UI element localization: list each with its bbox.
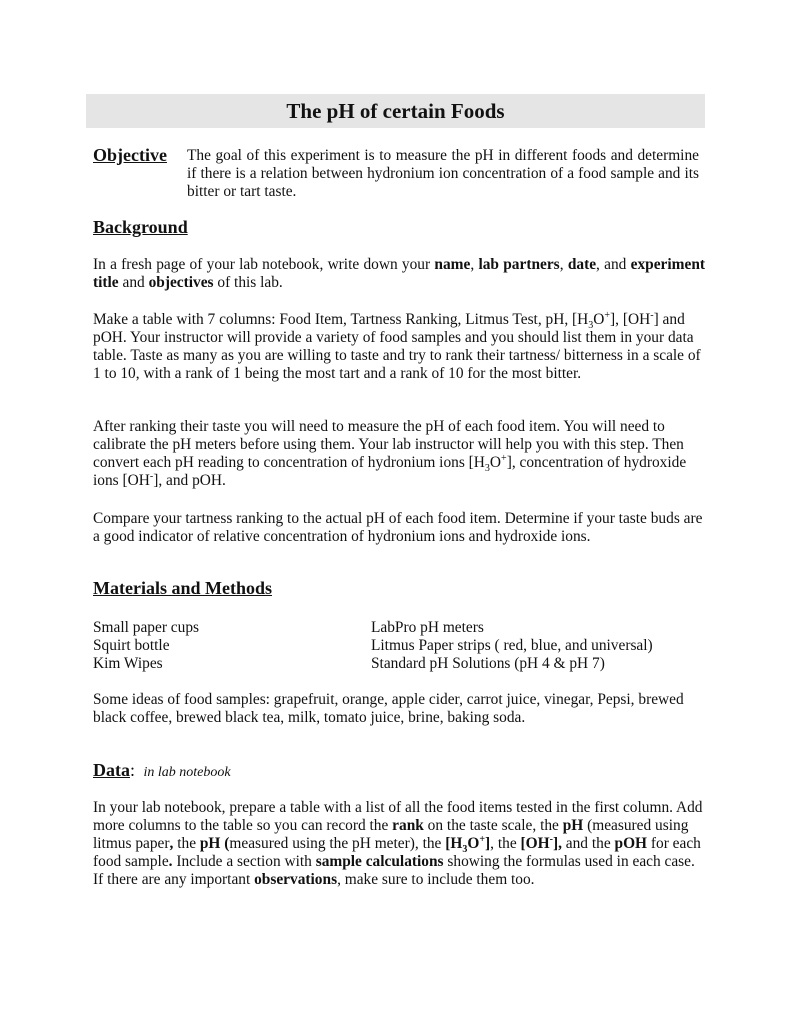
- material-item: Litmus Paper strips ( red, blue, and universal): [371, 637, 653, 654]
- background-paragraph-4: Compare your tartness ranking to the actual pH of each food item. Determine if your taste buds are a good indicator of relative concentration of hydronium ions and hydroxide ions.: [93, 510, 703, 545]
- objective-text: The goal of this experiment is to measure the pH in different foods and determine if there is a relation between hydronium ion concentration of a food sample and its bitter or tart taste.: [187, 147, 699, 200]
- background-paragraph-3: After ranking their taste you will need to measure the pH of each food item. You will need to calibrate the pH meters before using them. Your lab instructor will help you with this step. Then convert each pH reading to concentration of hydronium ions $[H_3O^+]$, concentration of hydroxide ions [OH-], and pOH.: [93, 418, 687, 489]
- materials-left-list: [93, 619, 199, 673]
- material-item: Small paper cups: [93, 619, 199, 636]
- material-item: Standard pH Solutions (pH 4 & pH 7): [371, 655, 605, 672]
- food-sample-ideas: Some ideas of food samples: grapefruit, orange, apple cider, carrot juice, vinegar, Pepsi, brewed black coffee, brewed black tea, milk, tomato juice, brine, baking soda.: [93, 691, 684, 726]
- document-title: The pH of certain Foods: [286, 98, 505, 123]
- materials-heading: Materials and Methods: [93, 578, 272, 598]
- background-paragraph-1: In a fresh page of your lab notebook, write down your name, lab partners, date, and experiment title and objectives of this lab.: [93, 256, 706, 291]
- materials-right-list: [371, 619, 653, 673]
- data-heading: Data: [93, 760, 130, 780]
- title-bar: [86, 94, 705, 128]
- material-item: Squirt bottle: [93, 637, 170, 654]
- material-item: Kim Wipes: [93, 655, 163, 672]
- objective-heading: Objective: [93, 145, 167, 165]
- data-heading-note: in lab notebook: [143, 765, 231, 780]
- background-heading: Background: [93, 217, 188, 237]
- data-paragraph: In your lab notebook, prepare a table with a list of all the food items tested in the first column. Add more columns to the table so you can record the rank on the taste scale, the pH (measured using litmus paper, the pH (measured using the pH meter), the $[H_3O^+]$, the [OH-], and the pOH for each food sample. Include a section with sample calculations showing the formulas used in each case. If there are any important observations, make sure to include them too.: [93, 799, 703, 888]
- background-paragraph-2: Make a table with 7 columns: Food Item, Tartness Ranking, Litmus Test, pH, $[H_3O^+]$, [OH-] and pOH. Your instructor will provide a variety of food samples and you should list them in your data table. Taste as many as you are willing to taste and try to rank their tartness/ bitterness in a scale of 1 to 10, with a rank of 1 being the most tart and a rank of 10 for the most bitter.: [93, 309, 701, 382]
- material-item: LabPro pH meters: [371, 619, 484, 636]
- data-heading-line: Data: in lab notebook: [93, 760, 231, 780]
